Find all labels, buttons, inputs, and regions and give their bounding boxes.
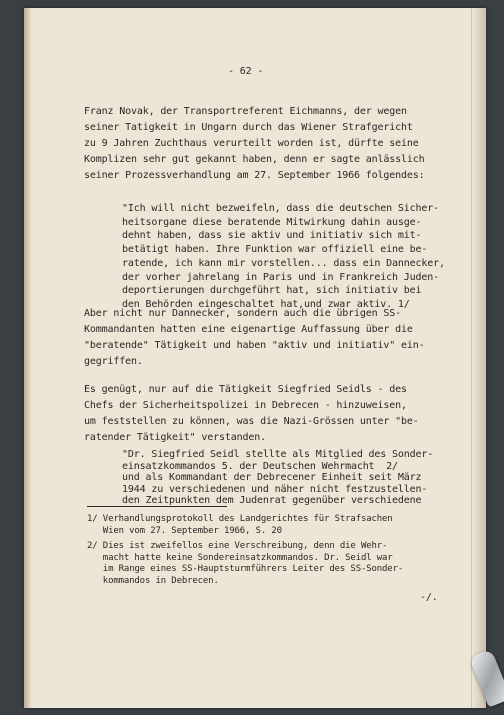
- footnote-1: 1/ Verhandlungsprotokoll des Landgerichtes für Strafsachen Wien vom 27. September 1966, S. 20: [87, 514, 393, 536]
- page-edge: [471, 8, 486, 708]
- document-page: [24, 8, 486, 708]
- paragraph-seidl: Es genügt, nur auf die Tätigkeit Siegfried Seidls - des Chefs der Sicherheitspolizei in Debrecen - hinzuweisen, um feststellen zu können, was die Nazi-Grössen unter "be- ratender Tätigkeit" verstanden.: [84, 384, 419, 443]
- footnote-separator: [87, 506, 227, 507]
- quote-seidl: "Dr. Siegfried Seidl stellte als Mitglied des Sonder- einsatzkommandos 5. der Deutschen Wehrmacht 2/ und als Kommandant der Debrecener Einheit seit März 1944 zu verschiedenen und näher nicht festzustellen- den Zeitpunkten dem Judenrat gegenüber verschiedene: [122, 449, 434, 506]
- paragraph-dannecker: Aber nicht nur Dannecker, sondern auch die übrigen SS- Kommandanten hatten eine eigenartige Auffassung über die "beratende" Tätigkeit und haben "aktiv und initiativ" ein- gegriffen.: [84, 308, 425, 367]
- page-number: - 62 -: [228, 66, 264, 77]
- page-binding-shadow: [24, 8, 32, 708]
- footnote-2: 2/ Dies ist zweifellos eine Verschreibung, denn die Wehr- macht hatte keine Sondereinsatzkommandos. Dr. Seidl war im Range eines SS-Hauptsturmführers Leiter des SS-Sonder- kommandos in Debrecen.: [87, 541, 404, 586]
- quote-novak: "Ich will nicht bezweifeln, dass die deutschen Sicher- heitsorgane diese beratende Mitwirkung dahin ausge- dehnt haben, dass sie aktiv und initiativ sich mit- betätigt haben. Ihre Funktion war offiziell eine be- ratende, ich kann mir vorstellen... dass ein Dannecker, der vorher jahrelang in Paris und in Frankreich Juden- deportierungen durchgeführt hat, sich initiativ bei den Behörden eingeschaltet hat,und zwar aktiv. 1/: [122, 203, 445, 310]
- continuation-mark: -/.: [420, 592, 438, 603]
- paragraph-novak: Franz Novak, der Transportreferent Eichmanns, der wegen seiner Tatigkeit in Ungarn durch das Wiener Strafgericht zu 9 Jahren Zuchthaus verurteilt worden ist, dürfte seine Komplizen sehr gut gekannt haben, denn er sagte anlässlich seiner Prozessverhandlung am 27. September 1966 folgendes:: [84, 106, 425, 181]
